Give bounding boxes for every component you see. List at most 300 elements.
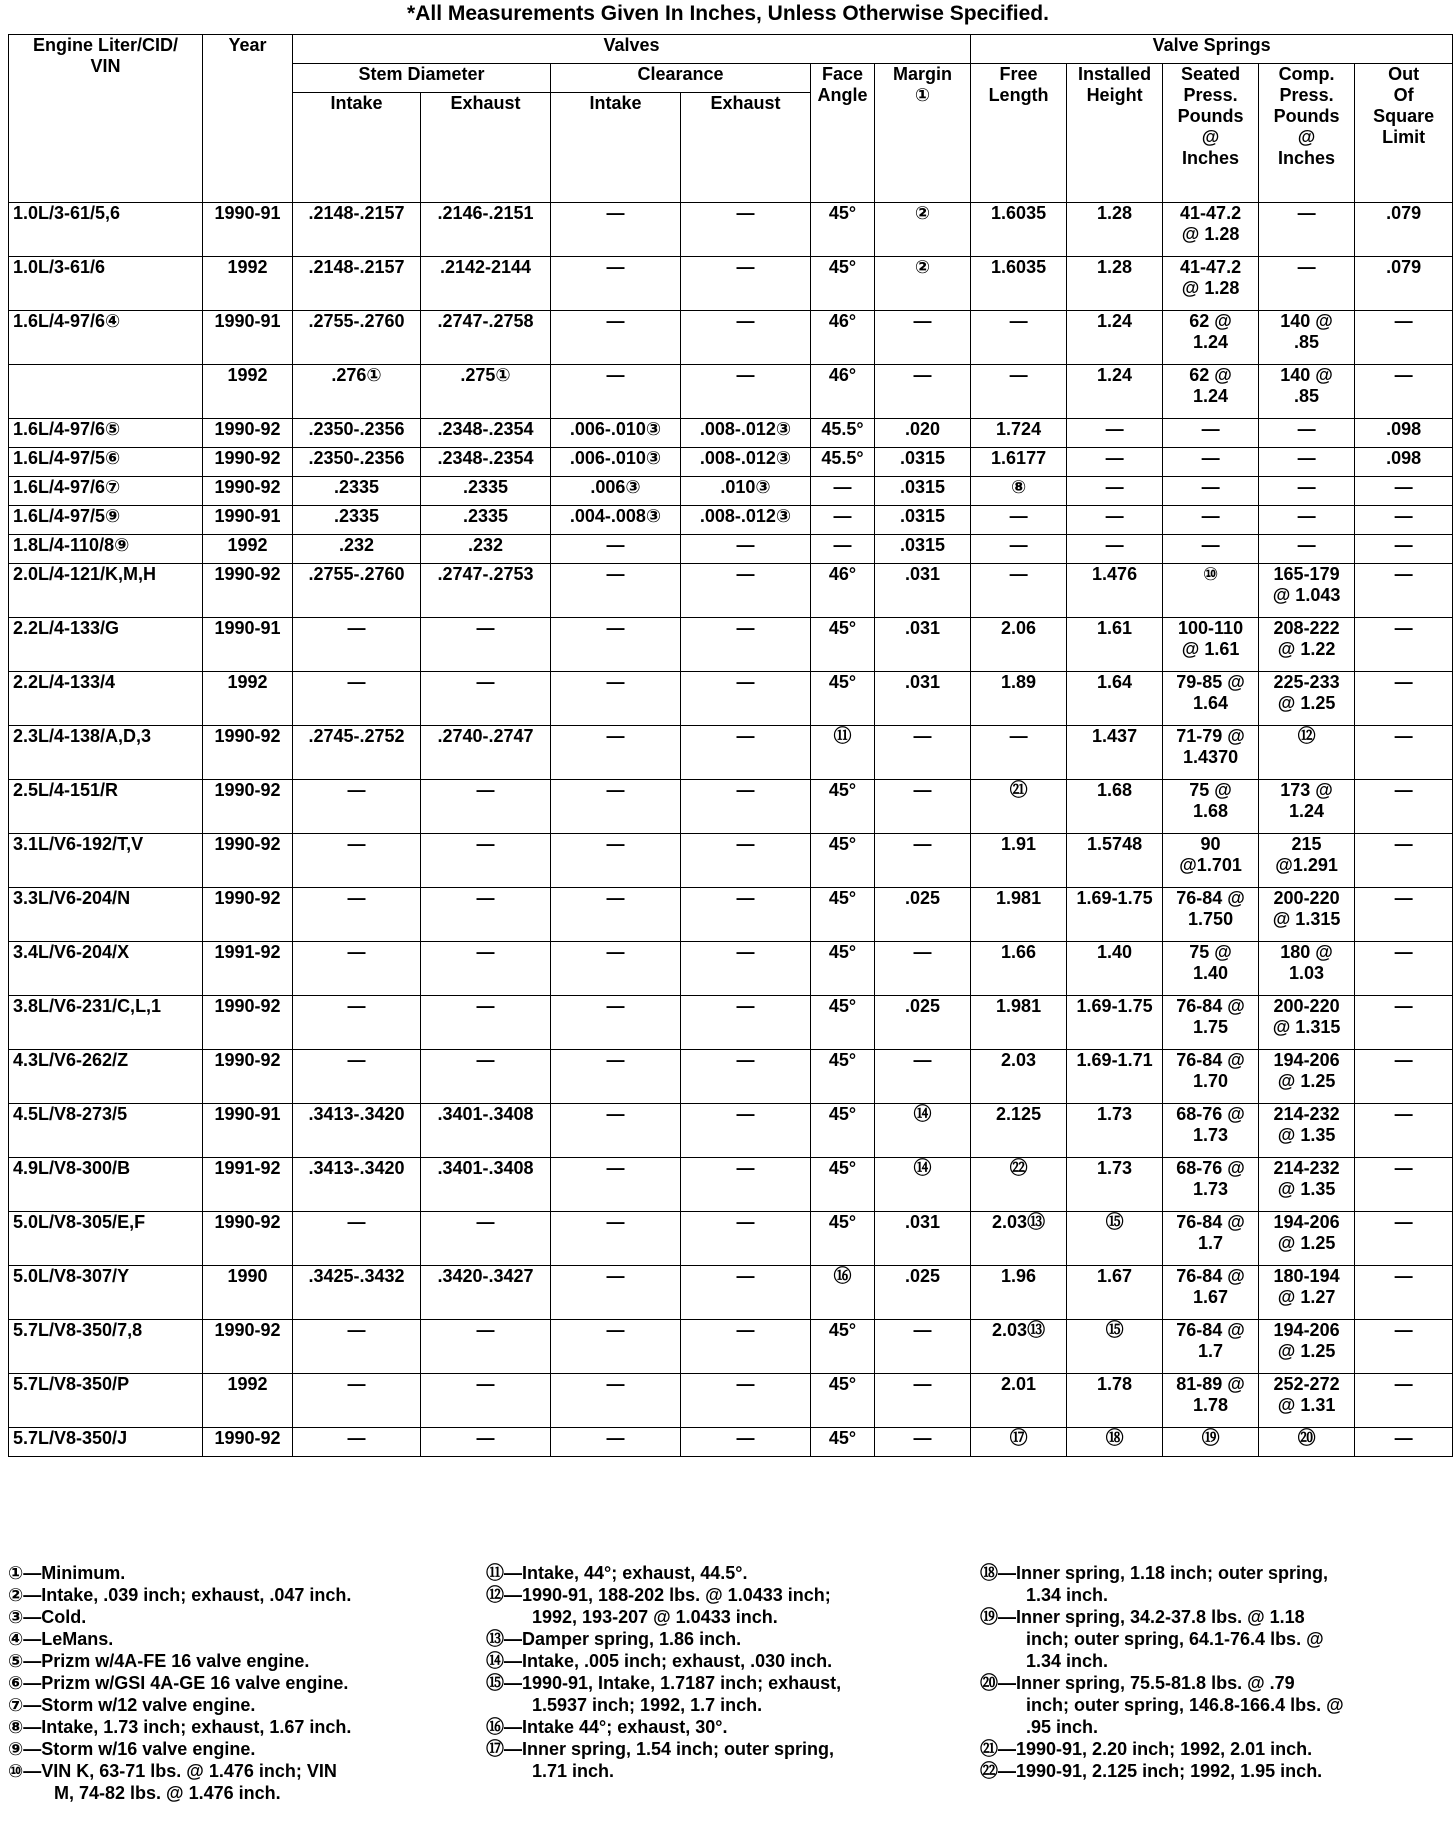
cell-installed-height: 1.68: [1067, 780, 1163, 834]
cell-comp-press: 252-272 @ 1.31: [1259, 1374, 1355, 1428]
cell-stem-exhaust: .2747-.2753: [421, 564, 551, 618]
cell-engine: 1.8L/4-110/8⑨: [9, 535, 203, 564]
footnote: [486, 1738, 976, 1782]
cell-clearance-exhaust: —: [681, 672, 811, 726]
cell-installed-height: 1.69-1.75: [1067, 996, 1163, 1050]
cell-stem-exhaust: .3401-.3408: [421, 1158, 551, 1212]
footnote-line: 1992, 193-207 @ 1.0433 inch.: [532, 1607, 778, 1627]
cell-year: 1990-92: [203, 834, 293, 888]
cell-free-length: ㉒: [971, 1158, 1067, 1212]
cell-installed-height: 1.64: [1067, 672, 1163, 726]
footnote: [486, 1650, 976, 1672]
cell-margin: .0315: [875, 448, 971, 477]
cell-out-of-square: .079: [1355, 257, 1453, 311]
cell-clearance-intake: —: [551, 1104, 681, 1158]
cell-clearance-exhaust: —: [681, 726, 811, 780]
valve-spec-table: [8, 34, 1453, 1457]
cell-margin: .0315: [875, 535, 971, 564]
cell-year: 1990-91: [203, 1104, 293, 1158]
cell-engine: 2.2L/4-133/4: [9, 672, 203, 726]
header-margin: Margin ①: [875, 64, 971, 203]
cell-margin: .031: [875, 672, 971, 726]
cell-engine: 4.5L/V8-273/5: [9, 1104, 203, 1158]
page-title: *All Measurements Given In Inches, Unless Otherwise Specified.: [407, 2, 1049, 25]
table-row: [9, 942, 1453, 996]
cell-installed-height: ⑮: [1067, 1320, 1163, 1374]
cell-seated-press: 62 @ 1.24: [1163, 311, 1259, 365]
cell-year: 1990-91: [203, 311, 293, 365]
cell-comp-press: 173 @ 1.24: [1259, 780, 1355, 834]
cell-face-angle: 45°: [811, 672, 875, 726]
footnote-line: 1.71 inch.: [532, 1761, 615, 1781]
footnote-line: ⑬—Damper spring, 1.86 inch.: [486, 1629, 742, 1649]
cell-face-angle: 45°: [811, 996, 875, 1050]
cell-stem-intake: .2745-.2752: [293, 726, 421, 780]
cell-out-of-square: —: [1355, 1158, 1453, 1212]
cell-stem-intake: —: [293, 672, 421, 726]
table-row: [9, 1050, 1453, 1104]
cell-margin: —: [875, 1428, 971, 1457]
cell-clearance-intake: —: [551, 780, 681, 834]
footnote-line: ⑦—Storm w/12 valve engine.: [8, 1695, 256, 1715]
footnote-line: ④—LeMans.: [8, 1629, 114, 1649]
footnote: [8, 1562, 478, 1584]
table-row: [9, 1212, 1453, 1266]
header-free-length: Free Length: [971, 64, 1067, 203]
cell-year: 1991-92: [203, 942, 293, 996]
cell-seated-press: 81-89 @ 1.78: [1163, 1374, 1259, 1428]
footnote-line: ⑩—VIN K, 63-71 lbs. @ 1.476 inch; VIN: [8, 1761, 337, 1781]
cell-out-of-square: —: [1355, 888, 1453, 942]
cell-stem-intake: —: [293, 888, 421, 942]
cell-out-of-square: —: [1355, 564, 1453, 618]
cell-margin: .0315: [875, 506, 971, 535]
cell-engine: 2.3L/4-138/A,D,3: [9, 726, 203, 780]
footnote: [980, 1760, 1450, 1782]
cell-free-length: —: [971, 311, 1067, 365]
cell-clearance-exhaust: —: [681, 618, 811, 672]
cell-engine: 5.7L/V8-350/7,8: [9, 1320, 203, 1374]
cell-face-angle: 45.5°: [811, 419, 875, 448]
cell-seated-press: 75 @ 1.40: [1163, 942, 1259, 996]
footnote: [8, 1760, 478, 1804]
footnote-line: ⑱—Inner spring, 1.18 inch; outer spring,: [980, 1563, 1329, 1583]
table-row: [9, 780, 1453, 834]
cell-margin: —: [875, 1050, 971, 1104]
cell-out-of-square: —: [1355, 506, 1453, 535]
cell-clearance-exhaust: —: [681, 1428, 811, 1457]
cell-comp-press: —: [1259, 448, 1355, 477]
table-row: [9, 672, 1453, 726]
cell-clearance-exhaust: —: [681, 365, 811, 419]
cell-face-angle: ⑪: [811, 726, 875, 780]
cell-face-angle: ⑯: [811, 1266, 875, 1320]
cell-year: 1990-92: [203, 996, 293, 1050]
cell-comp-press: —: [1259, 477, 1355, 506]
cell-stem-exhaust: —: [421, 1428, 551, 1457]
cell-face-angle: 46°: [811, 311, 875, 365]
cell-year: 1992: [203, 1374, 293, 1428]
cell-clearance-intake: —: [551, 1320, 681, 1374]
cell-year: 1990-91: [203, 618, 293, 672]
cell-seated-press: 76-84 @ 1.7: [1163, 1212, 1259, 1266]
cell-face-angle: —: [811, 535, 875, 564]
cell-margin: .025: [875, 888, 971, 942]
cell-year: 1992: [203, 365, 293, 419]
table-body: [9, 203, 1453, 1457]
cell-comp-press: 200-220 @ 1.315: [1259, 888, 1355, 942]
cell-stem-intake: —: [293, 834, 421, 888]
cell-stem-intake: .232: [293, 535, 421, 564]
footnote-line: M, 74-82 lbs. @ 1.476 inch.: [54, 1783, 281, 1803]
cell-stem-exhaust: .2740-.2747: [421, 726, 551, 780]
cell-stem-exhaust: .2335: [421, 506, 551, 535]
cell-margin: .031: [875, 1212, 971, 1266]
cell-seated-press: 76-84 @ 1.750: [1163, 888, 1259, 942]
table-row: [9, 203, 1453, 257]
cell-seated-press: —: [1163, 535, 1259, 564]
cell-seated-press: 76-84 @ 1.7: [1163, 1320, 1259, 1374]
footnote-line: 1.5937 inch; 1992, 1.7 inch.: [532, 1695, 763, 1715]
cell-stem-exhaust: .2747-.2758: [421, 311, 551, 365]
cell-stem-exhaust: .2146-.2151: [421, 203, 551, 257]
cell-installed-height: —: [1067, 419, 1163, 448]
cell-clearance-intake: —: [551, 834, 681, 888]
cell-face-angle: 45°: [811, 888, 875, 942]
cell-clearance-intake: —: [551, 535, 681, 564]
cell-comp-press: 194-206 @ 1.25: [1259, 1212, 1355, 1266]
header-installed-height: Installed Height: [1067, 64, 1163, 203]
table-row: [9, 1374, 1453, 1428]
cell-face-angle: 45°: [811, 834, 875, 888]
table-row: [9, 365, 1453, 419]
cell-margin: ⑭: [875, 1104, 971, 1158]
cell-clearance-intake: —: [551, 1374, 681, 1428]
footnote: [980, 1606, 1450, 1672]
footnote-line: inch; outer spring, 146.8-166.4 lbs. @: [1026, 1695, 1344, 1715]
cell-clearance-exhaust: .008-.012③: [681, 448, 811, 477]
footnote: [8, 1738, 478, 1760]
footnote-line: ⑳—Inner spring, 75.5-81.8 lbs. @ .79: [980, 1673, 1295, 1693]
cell-face-angle: 45°: [811, 257, 875, 311]
cell-face-angle: 45°: [811, 1050, 875, 1104]
cell-comp-press: —: [1259, 419, 1355, 448]
footnote: [8, 1716, 478, 1738]
cell-seated-press: 71-79 @ 1.4370: [1163, 726, 1259, 780]
cell-margin: —: [875, 1320, 971, 1374]
cell-margin: —: [875, 726, 971, 780]
cell-seated-press: —: [1163, 506, 1259, 535]
cell-comp-press: 180 @ 1.03: [1259, 942, 1355, 996]
cell-stem-intake: .3413-.3420: [293, 1104, 421, 1158]
cell-comp-press: 215 @1.291: [1259, 834, 1355, 888]
cell-stem-exhaust: .2335: [421, 477, 551, 506]
cell-clearance-intake: —: [551, 888, 681, 942]
cell-free-length: 2.01: [971, 1374, 1067, 1428]
header-comp-press: Comp. Press. Pounds @ Inches: [1259, 64, 1355, 203]
table-row: [9, 311, 1453, 365]
cell-stem-exhaust: —: [421, 1050, 551, 1104]
cell-seated-press: —: [1163, 419, 1259, 448]
cell-year: 1990-91: [203, 203, 293, 257]
cell-out-of-square: —: [1355, 1320, 1453, 1374]
cell-margin: ②: [875, 257, 971, 311]
footnote: [8, 1628, 478, 1650]
footnote: [8, 1584, 478, 1606]
cell-comp-press: 180-194 @ 1.27: [1259, 1266, 1355, 1320]
cell-margin: ⑭: [875, 1158, 971, 1212]
cell-clearance-exhaust: —: [681, 888, 811, 942]
cell-installed-height: 1.24: [1067, 311, 1163, 365]
cell-stem-intake: .276①: [293, 365, 421, 419]
cell-installed-height: 1.40: [1067, 942, 1163, 996]
cell-free-length: 1.981: [971, 888, 1067, 942]
cell-clearance-intake: —: [551, 1428, 681, 1457]
cell-installed-height: 1.78: [1067, 1374, 1163, 1428]
cell-seated-press: 41-47.2 @ 1.28: [1163, 257, 1259, 311]
cell-engine: 4.9L/V8-300/B: [9, 1158, 203, 1212]
cell-clearance-exhaust: —: [681, 1158, 811, 1212]
header-clearance: Clearance: [551, 64, 811, 93]
cell-margin: —: [875, 365, 971, 419]
header-stem-exhaust: Exhaust: [421, 93, 551, 203]
footnote: [8, 1650, 478, 1672]
cell-year: 1990: [203, 1266, 293, 1320]
cell-installed-height: 1.5748: [1067, 834, 1163, 888]
cell-clearance-exhaust: —: [681, 996, 811, 1050]
footnote-line: ⑯—Intake 44°; exhaust, 30°.: [486, 1717, 728, 1737]
cell-year: 1990-92: [203, 1050, 293, 1104]
cell-installed-height: 1.28: [1067, 257, 1163, 311]
table-row: [9, 726, 1453, 780]
cell-engine: 1.6L/4-97/6⑤: [9, 419, 203, 448]
cell-free-length: —: [971, 726, 1067, 780]
cell-installed-height: 1.67: [1067, 1266, 1163, 1320]
header-stem-diameter: Stem Diameter: [293, 64, 551, 93]
cell-year: 1992: [203, 672, 293, 726]
cell-margin: .025: [875, 996, 971, 1050]
cell-seated-press: 68-76 @ 1.73: [1163, 1158, 1259, 1212]
cell-stem-exhaust: .275①: [421, 365, 551, 419]
cell-free-length: —: [971, 506, 1067, 535]
footnote-line: ②—Intake, .039 inch; exhaust, .047 inch.: [8, 1585, 352, 1605]
table-row: [9, 535, 1453, 564]
header-year: Year: [203, 35, 293, 203]
cell-stem-exhaust: —: [421, 780, 551, 834]
cell-installed-height: 1.28: [1067, 203, 1163, 257]
footnotes-col3: [980, 1562, 1450, 1782]
cell-seated-press: 100-110 @ 1.61: [1163, 618, 1259, 672]
cell-stem-intake: —: [293, 1428, 421, 1457]
cell-clearance-exhaust: —: [681, 1320, 811, 1374]
cell-clearance-exhaust: —: [681, 257, 811, 311]
cell-stem-exhaust: .3420-.3427: [421, 1266, 551, 1320]
cell-stem-intake: .2335: [293, 477, 421, 506]
cell-clearance-intake: —: [551, 1158, 681, 1212]
cell-clearance-intake: .006-.010③: [551, 419, 681, 448]
cell-clearance-exhaust: —: [681, 1374, 811, 1428]
cell-seated-press: 76-84 @ 1.67: [1163, 1266, 1259, 1320]
cell-year: 1990-92: [203, 477, 293, 506]
cell-comp-press: 140 @ .85: [1259, 311, 1355, 365]
cell-out-of-square: .098: [1355, 419, 1453, 448]
cell-comp-press: 214-232 @ 1.35: [1259, 1104, 1355, 1158]
cell-out-of-square: —: [1355, 1212, 1453, 1266]
footnote: [8, 1672, 478, 1694]
cell-engine: 5.0L/V8-305/E,F: [9, 1212, 203, 1266]
cell-free-length: 2.06: [971, 618, 1067, 672]
cell-comp-press: 214-232 @ 1.35: [1259, 1158, 1355, 1212]
cell-stem-exhaust: —: [421, 942, 551, 996]
cell-engine: 2.5L/4-151/R: [9, 780, 203, 834]
cell-year: 1992: [203, 257, 293, 311]
cell-clearance-exhaust: —: [681, 1266, 811, 1320]
table-row: [9, 1266, 1453, 1320]
cell-face-angle: 45°: [811, 618, 875, 672]
cell-out-of-square: .098: [1355, 448, 1453, 477]
cell-face-angle: 45°: [811, 780, 875, 834]
cell-year: 1990-92: [203, 726, 293, 780]
cell-margin: —: [875, 834, 971, 888]
footnote-line: ①—Minimum.: [8, 1563, 126, 1583]
cell-clearance-exhaust: —: [681, 203, 811, 257]
footnotes-col2: [486, 1562, 976, 1782]
cell-free-length: —: [971, 365, 1067, 419]
cell-margin: —: [875, 1374, 971, 1428]
table-row: [9, 419, 1453, 448]
footnote-line: ⑫—1990-91, 188-202 lbs. @ 1.0433 inch;: [486, 1585, 831, 1605]
cell-margin: .020: [875, 419, 971, 448]
cell-clearance-intake: —: [551, 1212, 681, 1266]
footnote-line: ⑨—Storm w/16 valve engine.: [8, 1739, 256, 1759]
cell-engine: 1.6L/4-97/5⑥: [9, 448, 203, 477]
cell-clearance-exhaust: —: [681, 942, 811, 996]
cell-free-length: —: [971, 535, 1067, 564]
cell-comp-press: 194-206 @ 1.25: [1259, 1050, 1355, 1104]
cell-stem-exhaust: —: [421, 834, 551, 888]
cell-seated-press: 76-84 @ 1.70: [1163, 1050, 1259, 1104]
footnote: [8, 1694, 478, 1716]
cell-free-length: ⑰: [971, 1428, 1067, 1457]
cell-margin: .0315: [875, 477, 971, 506]
cell-clearance-exhaust: —: [681, 1212, 811, 1266]
table-row: [9, 888, 1453, 942]
cell-clearance-exhaust: .008-.012③: [681, 419, 811, 448]
cell-out-of-square: —: [1355, 365, 1453, 419]
cell-clearance-exhaust: —: [681, 1104, 811, 1158]
cell-seated-press: 75 @ 1.68: [1163, 780, 1259, 834]
cell-clearance-intake: —: [551, 672, 681, 726]
cell-free-length: 1.724: [971, 419, 1067, 448]
cell-face-angle: 45.5°: [811, 448, 875, 477]
cell-clearance-intake: —: [551, 564, 681, 618]
cell-out-of-square: —: [1355, 477, 1453, 506]
table-row: [9, 996, 1453, 1050]
footnote-line: ⑮—1990-91, Intake, 1.7187 inch; exhaust,: [486, 1673, 842, 1693]
header-face-angle: Face Angle: [811, 64, 875, 203]
cell-stem-intake: —: [293, 942, 421, 996]
cell-installed-height: 1.69-1.71: [1067, 1050, 1163, 1104]
cell-free-length: 2.125: [971, 1104, 1067, 1158]
cell-installed-height: 1.61: [1067, 618, 1163, 672]
cell-free-length: 1.66: [971, 942, 1067, 996]
cell-installed-height: —: [1067, 477, 1163, 506]
footnote-line: ㉒—1990-91, 2.125 inch; 1992, 1.95 inch.: [980, 1761, 1323, 1781]
cell-clearance-intake: .006③: [551, 477, 681, 506]
cell-engine: 2.2L/4-133/G: [9, 618, 203, 672]
cell-clearance-exhaust: .010③: [681, 477, 811, 506]
cell-installed-height: 1.73: [1067, 1104, 1163, 1158]
cell-stem-intake: —: [293, 1320, 421, 1374]
cell-installed-height: —: [1067, 535, 1163, 564]
cell-clearance-exhaust: —: [681, 1050, 811, 1104]
footnote-line: ⑭—Intake, .005 inch; exhaust, .030 inch.: [486, 1651, 833, 1671]
table-row: [9, 506, 1453, 535]
cell-engine: 1.6L/4-97/6⑦: [9, 477, 203, 506]
cell-installed-height: 1.437: [1067, 726, 1163, 780]
cell-seated-press: 62 @ 1.24: [1163, 365, 1259, 419]
cell-seated-press: 90 @1.701: [1163, 834, 1259, 888]
cell-installed-height: 1.73: [1067, 1158, 1163, 1212]
cell-stem-exhaust: .2142-2144: [421, 257, 551, 311]
cell-installed-height: 1.476: [1067, 564, 1163, 618]
cell-clearance-exhaust: —: [681, 311, 811, 365]
cell-face-angle: —: [811, 477, 875, 506]
cell-stem-intake: .2755-.2760: [293, 311, 421, 365]
table-row: [9, 834, 1453, 888]
cell-comp-press: —: [1259, 506, 1355, 535]
footnote-line: inch; outer spring, 64.1-76.4 lbs. @: [1026, 1629, 1324, 1649]
cell-free-length: ㉑: [971, 780, 1067, 834]
cell-clearance-exhaust: —: [681, 564, 811, 618]
header-out-of-square: Out Of Square Limit: [1355, 64, 1453, 203]
cell-comp-press: 165-179 @ 1.043: [1259, 564, 1355, 618]
footnote-line: ㉑—1990-91, 2.20 inch; 1992, 2.01 inch.: [980, 1739, 1313, 1759]
cell-stem-exhaust: —: [421, 888, 551, 942]
cell-out-of-square: —: [1355, 1104, 1453, 1158]
cell-year: 1990-91: [203, 506, 293, 535]
cell-engine: 1.6L/4-97/5⑨: [9, 506, 203, 535]
cell-engine: 3.1L/V6-192/T,V: [9, 834, 203, 888]
footnote: [980, 1562, 1450, 1606]
cell-engine: 5.7L/V8-350/J: [9, 1428, 203, 1457]
cell-stem-exhaust: —: [421, 1374, 551, 1428]
cell-face-angle: 45°: [811, 203, 875, 257]
cell-seated-press: 68-76 @ 1.73: [1163, 1104, 1259, 1158]
cell-stem-intake: .3413-.3420: [293, 1158, 421, 1212]
cell-seated-press: 79-85 @ 1.64: [1163, 672, 1259, 726]
footnote-line: ⑰—Inner spring, 1.54 inch; outer spring,: [486, 1739, 835, 1759]
cell-clearance-intake: —: [551, 726, 681, 780]
cell-out-of-square: —: [1355, 726, 1453, 780]
cell-comp-press: ⑫: [1259, 726, 1355, 780]
cell-stem-intake: .3425-.3432: [293, 1266, 421, 1320]
cell-clearance-intake: —: [551, 618, 681, 672]
cell-stem-intake: —: [293, 996, 421, 1050]
cell-engine: 5.7L/V8-350/P: [9, 1374, 203, 1428]
header-valves: Valves: [293, 35, 971, 64]
footnote-line: 1.34 inch.: [1026, 1651, 1109, 1671]
cell-face-angle: 45°: [811, 1158, 875, 1212]
cell-margin: —: [875, 780, 971, 834]
table-row: [9, 1320, 1453, 1374]
footnote: [980, 1738, 1450, 1760]
cell-face-angle: —: [811, 506, 875, 535]
cell-clearance-intake: .004-.008③: [551, 506, 681, 535]
cell-stem-exhaust: .2348-.2354: [421, 448, 551, 477]
cell-clearance-intake: .006-.010③: [551, 448, 681, 477]
cell-comp-press: 200-220 @ 1.315: [1259, 996, 1355, 1050]
